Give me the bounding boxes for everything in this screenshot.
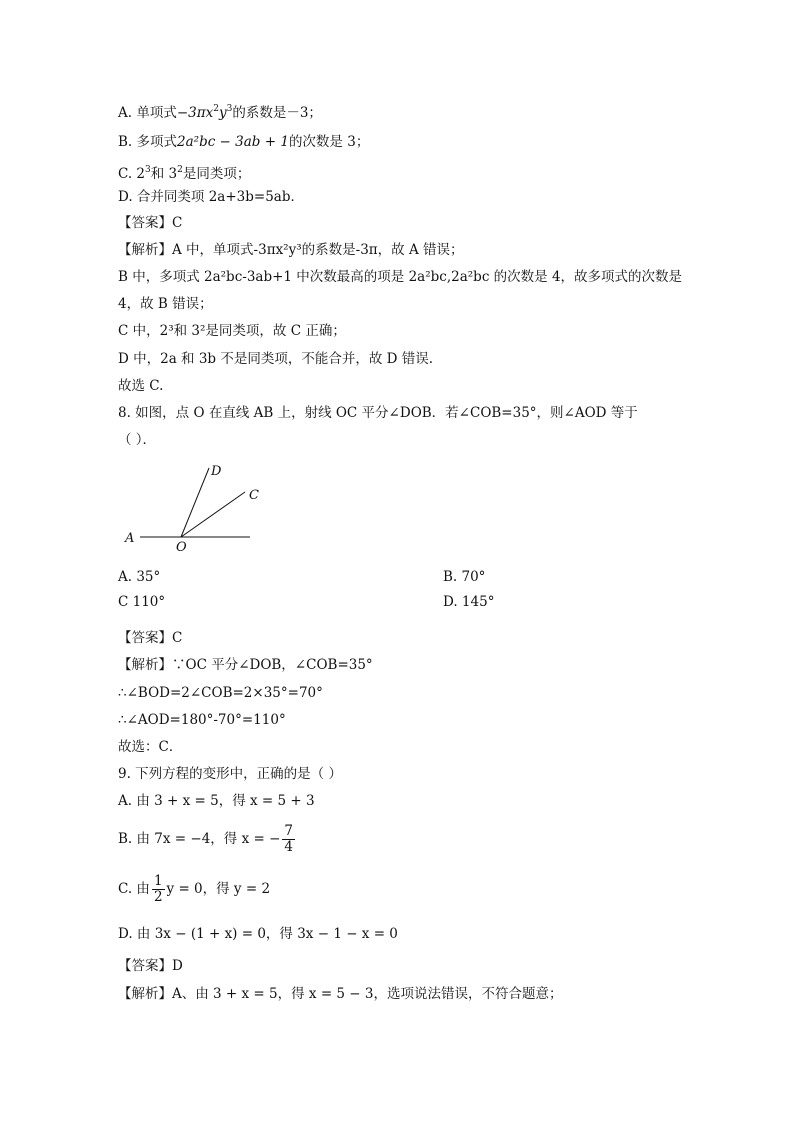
q7-option-c-exp: 3 — [145, 165, 151, 175]
q7-answer: 【答案】C — [118, 215, 183, 231]
q7-explanation-line: C 中，2³和 3²是同类项，故 C 正确； — [118, 323, 346, 339]
q7-option-a — [118, 100, 322, 122]
q9-option-b — [118, 822, 297, 856]
q8-explanation-line: 【解析】∵OC 平分∠DOB，∠COB=35° — [118, 657, 373, 673]
q7-option-b-tail: 的次数是 3； — [288, 134, 370, 150]
q7-explanation-line: B 中，多项式 2a²bc-3ab+1 中次数最高的项是 2a²bc,2a²bc 的次数是 4，故多项式的次数是 — [118, 269, 683, 285]
q7-explanation-line: 4，故 B 错误； — [118, 296, 213, 312]
q7-option-a-exp: 3 — [226, 104, 233, 114]
q7-option-a-expr: −3πx — [176, 105, 214, 121]
q7-option-c-text: C. 2 — [118, 166, 146, 182]
label-a: A — [125, 531, 135, 546]
q8-option-b: B. 70° — [443, 569, 486, 585]
q8-option-c: C 110° — [118, 594, 166, 610]
fraction — [282, 824, 295, 855]
q7-option-c-exp: 2 — [177, 165, 183, 175]
q8-stem-bracket: （ ）． — [118, 432, 157, 448]
q9-option-a: A. 由 3 + x = 5，得 x = 5 + 3 — [118, 793, 315, 809]
q7-option-b — [118, 133, 369, 151]
q8-explanation-line: ∴∠AOD=180°-70°=110° — [118, 712, 286, 728]
fraction-denominator: 2 — [153, 889, 163, 905]
q8-answer: 【答案】C — [118, 630, 183, 646]
label-c: C — [249, 488, 259, 503]
q7-option-a-exp: 2 — [213, 104, 219, 114]
q8-stem: 8. 如图，点 O 在直线 AB 上，射线 OC 平分∠DOB．若∠COB=35°，则∠AOD 等于 — [118, 405, 638, 421]
label-d: D — [211, 464, 222, 479]
fraction-denominator: 4 — [284, 839, 293, 855]
q9-option-d: D. 由 3x − (1 + x) = 0，得 3x − 1 − x = 0 — [118, 926, 398, 942]
q8-option-d: D. 145° — [443, 594, 495, 610]
q7-option-a-text: A. 单项式 — [118, 105, 177, 121]
q8-option-a: A. 35° — [118, 569, 161, 585]
q7-option-d: D. 合并同类项 2a+3b=5ab． — [118, 189, 304, 205]
q7-option-a-tail: 的系数是－3； — [232, 105, 322, 121]
q9-answer: 【答案】D — [118, 958, 183, 974]
q8-explanation-line: 故选：C． — [118, 739, 183, 755]
q7-explanation-line: D 中，2a 和 3b 不是同类项，不能合并，故 D 错误. — [118, 351, 434, 367]
q9-stem: 9. 下列方程的变形中，正确的是（ ） — [118, 766, 342, 782]
q9-option-c-tail: y = 0，得 y = 2 — [166, 881, 271, 897]
q7-option-b-expr: 2a²bc − 3ab + 1 — [177, 134, 289, 150]
fraction-numerator: 1 — [153, 873, 163, 889]
q7-option-c-mid: 和 3 — [150, 166, 178, 182]
q7-option-b-text: B. 多项式 — [118, 134, 178, 150]
q9-option-c-text: C. 由 — [118, 881, 150, 897]
label-o: O — [176, 540, 187, 555]
q7-explanation-line: 【解析】A 中，单项式-3πx²y³的系数是-3π，故 A 错误； — [118, 242, 464, 258]
q9-option-b-text: B. 由 7x = −4，得 x = − — [118, 831, 281, 847]
q7-option-c — [118, 161, 250, 183]
q7-option-c-tail: 是同类项； — [182, 166, 251, 182]
q7-explanation-line: 故选 C. — [118, 378, 164, 394]
q8-figure — [118, 458, 268, 558]
q9-option-c — [118, 872, 270, 906]
q9-explanation-line: 【解析】A、由 3 + x = 5，得 x = 5 − 3，选项说法错误，不符合题意； — [118, 986, 563, 1002]
q8-explanation-line: ∴∠BOD=2∠COB=2×35°=70° — [118, 685, 323, 701]
fraction-numerator: 7 — [284, 823, 293, 839]
q7-option-a-var: y — [218, 105, 227, 121]
fraction — [152, 874, 165, 905]
